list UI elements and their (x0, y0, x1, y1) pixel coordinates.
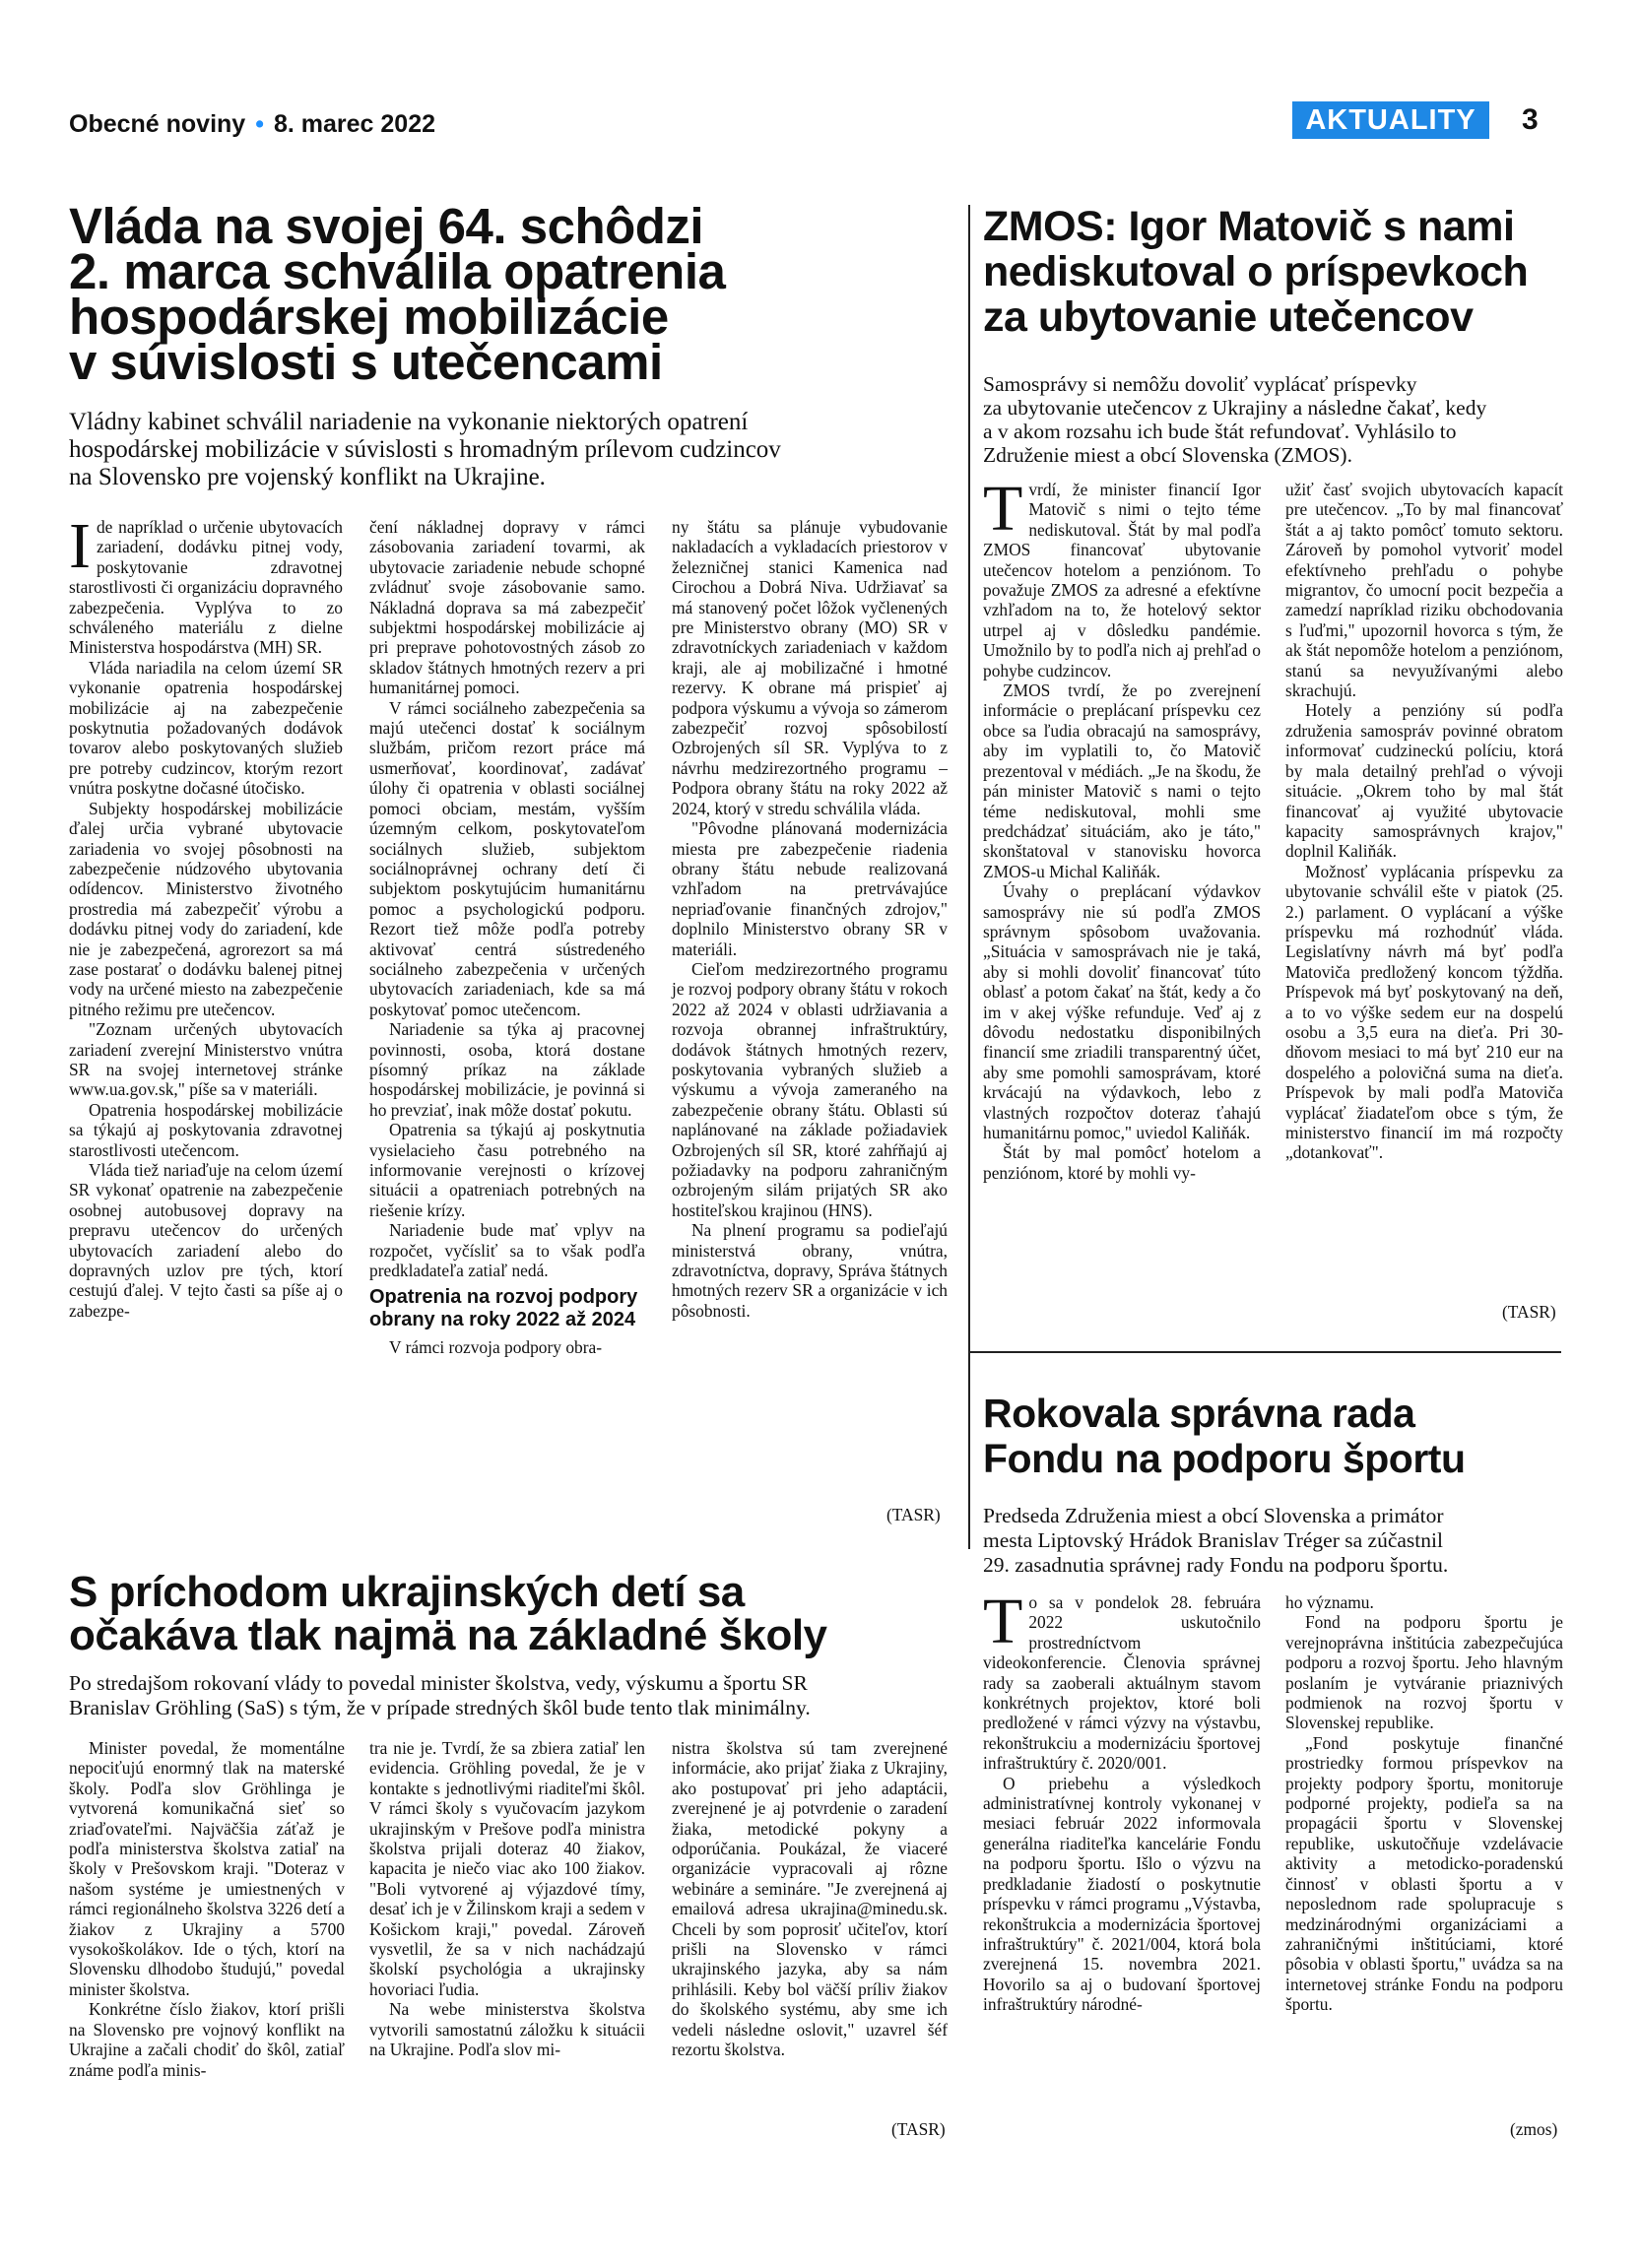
article2-lead: Samosprávy si nemôžu dovoliť vyplácať príspevky za ubytovanie utečencov z Ukrajiny a následne čakať, kedy a v akom rozsahu ich bude štát refundovať. Vyhlásilo to Združenie miest a obcí Slovenska (ZMOS). (983, 372, 1487, 467)
article2-headline: ZMOS: Igor Matovič s nami nediskutoval o príspevkoch za ubytovanie utečencov (983, 203, 1529, 341)
article1-lead: Vládny kabinet schválil nariadenie na vykonanie niektorých opatrení hospodárskej mobilizácie v súvislosti s hromadným prílevom cudzincov na Slovensko pre vojenský konflikt na Ukrajine. (69, 409, 781, 490)
article2-column-1: Tvrdí, že minister financií Igor Matovič s nimi o tejto téme nediskutoval. Štát by mal podľa ZMOS financovať ubytovanie utečencov hotelom a penziónom. To považuje ZMOS za adresné a efektívne vzhľadom na to, že hotelový sektor utrpel aj v dôsledku pandémie. Umožnilo by to podľa nich aj prehľad o pohybe cudzincov. ZMOS tvrdí, že po zverejnení informácie o preplácaní príspevku cez obce sa ľudia obracajú na samosprávy, aby im vyplatili to, čo Matovič prezentoval v médiách. „Je na škodu, že pán minister Matovič s nami o tejto téme nediskutoval, mohli sme predchádzať situáciám, ako je táto," skonštatoval v stanovisku hovorca ZMOS-u Michal Kaliňák. Úvahy o preplácaní výdavkov samosprávy nie sú podľa ZMOS správnym spôsobom uvažovania. „Situácia v samosprávach nie je taká, aby si mohli dovoliť financovať túto oblasť a potom čakať na štát, kedy a čo im v akej výške refunduje. Veď aj z dôvodu nedostatku disponibilných financií sme zriadili transparentný účet, aby sme pomohli samosprávam, ktoré krvácajú na výdavkoch, lebo z vlastných rozpočtov doteraz ťahajú humanitárnu pomoc," uviedol Kaliňák. Štát by mal pomôcť hotelom a penziónom, ktoré by mohli vy- (983, 473, 1261, 1183)
article3-column-2: tra nie je. Tvrdí, že sa zbiera zatiaľ len evidencia. Gröhling povedal, že je v kontakte s jednotlivými riaditeľmi škôl. V rámci školy s vyučovacím jazykom ukrajinským v Prešove podľa ministra školstva prijali doteraz 40 žiakov, kapacita je niečo viac ako 100 žiakov. "Boli vytvorené aj výjazdové tímy, desať ich je v Žilinskom kraji a sedem v Košickom kraji," povedal. Zároveň vysvetlil, že sa v nich nachádzajú školskí psychológia a ukrajinsky hovoriaci ľudia. Na webe ministerstva školstva vytvorili samostatnú záložku k situácii na Ukrajine. Podľa slov mi- (369, 1738, 645, 2060)
section-divider (968, 1351, 1561, 1353)
article1-column-1: Ide napríklad o určenie ubytovacích zariadení, dodávku pitnej vody, poskytovanie zdravotnej starostlivosti či organizáciu dopravného zabezpečenia. Vyplýva to zo schváleného materiálu z dielne Ministerstva hospodárstva (MH) SR. Vláda nariadila na celom území SR vykonanie opatrenia hospodárskej mobilizácie aj na zabezpečenie poskytnutia požadovaných dodávok tovarov alebo poskytovaných služieb pre potreby cudzincov, ktorým rezort vnútra poskytne dočasné útočisko. Subjekty hospodárskej mobilizácie ďalej určia vybrané ubytovacie zariadenia vo svojej pôsobnosti na zabezpečenie núdzového ubytovania odídencov. Ministerstvo životného prostredia má zabezpečiť výrobu a dodávku pitnej vody do zariadení, kde nie je zabezpečená, agrorezort sa má zase postarať o dodávku balenej pitnej vody na určené miesto na zabezpečenie pitného režimu pre utečencov. "Zoznam určených ubytovacích zariadení zverejní Ministerstvo vnútra SR na svojej internetovej stránke www.ua.gov.sk," píše sa v materiáli. Opatrenia hospodárskej mobilizácie sa týkajú aj poskytovania zdravotnej starostlivosti utečencom. Vláda tiež nariaďuje na celom území SR vykonať opatrenie na zabezpečenie osobnej autobusovej dopravy na prepravu utečencov do určených ubytovacích zariadení alebo do dopravných uzlov pre tých, ktorí cestujú ďalej. V tejto časti sa píše aj o zabezpe- (69, 510, 343, 1321)
article4-lead: Predseda Združenia miest a obcí Slovenska a primátor mesta Liptovský Hrádok Branislav Tréger sa zúčastnil 29. zasadnutia správnej rady Fondu na podporu športu. (983, 1504, 1449, 1577)
article3-column-1: Minister povedal, že momentálne nepociťujú enormný tlak na materské školy. Podľa slov Gröhlinga je vytvorená komunikačná sieť so zriaďovateľmi. Najväčšia záťaž je podľa ministerstva školstva zatiaľ na školy v Prešovskom kraji. "Doteraz v našom systéme je umiestnených v rámci regionálneho školstva 3226 detí a žiakov z Ukrajiny a 5700 vysokoškolákov. Ide o tých, ktorí na Slovensku dlhodobo študujú," povedal minister školstva. Konkrétne číslo žiakov, ktorí prišli na Slovensko pre vojnový konflikt na Ukrajine a začali chodiť do škôl, zatiaľ známe podľa minis- (69, 1738, 345, 2080)
article4-column-2: ho významu. Fond na podporu športu je verejnoprávna inštitúcia zabezpečujúca podporu a rozvoj športu. Jeho hlavným poslaním je vytváranie priaznivých podmienok na rozvoj športu v Slovenskej republike. „Fond poskytuje finančné prostriedky formou príspevkov na projekty podpory športu, monitoruje podporné projekty, podieľa sa na propagácii športu v Slovenskej republike, uskutočňuje vzdelávacie aktivity a metodicko-poradenskú činnosť v oblasti športu a v neposlednom rade spolupracuje s medzinárodnými organizáciami a zahraničnými inštitúciami, ktoré pôsobia v oblasti športu," uvádza sa na internetovej stránke Fondu na podporu športu. (1285, 1592, 1563, 2015)
page-number: 3 (1522, 103, 1539, 136)
article4-column-1: To sa v pondelok 28. februára 2022 uskutočnilo prostredníctvom videokonferencie. Členovia správnej rady sa zaoberali aktuálnym stavom konkrétnych projektov, ktoré boli predložené v rámci výzvy na výstavbu, rekonštrukciu a modernizáciu športovej infraštruktúry č. 2020/001. O priebehu a výsledkoch administratívnej kontroly vykonanej v mesiaci február 2022 informovala generálna riaditeľka kancelárie Fondu na podporu športu. Išlo o výzvu na predkladanie žiadostí o poskytnutie príspevku v rámci programu „Výstavba, rekonštrukcia a modernizácia športovej infraštruktúry" č. 2021/004, ktorá bola zverejnená 15. novembra 2021. Hovorilo sa aj o budovaní športovej infraštruktúry národné- (983, 1586, 1261, 2015)
article1-subhead: Opatrenia na rozvoj podpory obrany na roky 2022 až 2024 (369, 1286, 638, 1331)
drop-cap: I (69, 510, 91, 582)
article1-credit: (TASR) (886, 1505, 941, 1524)
article1-headline: Vláda na svojej 64. schôdzi 2. marca schválila opatrenia hospodárskej mobilizácie v súvislosti s utečencami (69, 198, 726, 390)
article2-credit: (TASR) (1502, 1302, 1556, 1322)
article2-column-2: užiť časť svojich ubytovacích kapacít pre utečencov. „To by mal financovať štát a aj takto pomôcť tomuto sektoru. Zároveň by pomohol vytvoriť model efektívneho prehľadu o pohybe migrantov, čo umocní pocit bezpečia a zamedzí napríklad riziku obchodovania s ľuďmi," upozornil hovorca s tým, že ak štát nepomôže hotelom a penziónom, stanú sa nevyužívanými alebo skrachujú. Hotely a penzióny sú podľa združenia samospráv povinné obratom informovať cudzineckú políciu, ktorá by mala detailný prehľad o vývoji situácie. „Okrem toho by mal štát financovať aj využité ubytovacie kapacity samosprávnych krajov," doplnil Kaliňák. Možnosť vyplácania príspevku za ubytovanie schválil ešte v piatok (25. 2.) parlament. O vyplácaní a výške príspevku má rozhodnúť vláda. Legislatívny návrh má byť podľa Matoviča predložený koncom týždňa. Príspevok má byť poskytovaný na deň, a to vo výške sedem eur na dospelú osobu a 3,5 eura na dieťa. Pri 30-dňovom mesiaci to má byť 210 eur na dospelého a polovičná suma na dieťa. Príspevok by mali podľa Matoviča vyplácať žiadateľom obce s tým, že ministerstvo financií im má rozpočty „dotankovať". (1285, 480, 1563, 1163)
article3-credit: (TASR) (891, 2119, 946, 2139)
masthead-line (69, 110, 435, 139)
drop-cap: T (983, 473, 1023, 545)
article3-lead: Po stredajšom rokovaní vlády to povedal minister školstva, vedy, výskumu a športu SR Branislav Gröhling (SaS) s tým, že v prípade stredných škôl bude tento tlak minimálny. (69, 1671, 811, 1719)
article3-headline: S príchodom ukrajinských detí sa očakáva tlak najmä na základné školy (69, 1568, 827, 1659)
issue-date: 8. marec 2022 (273, 110, 436, 138)
drop-cap: T (983, 1586, 1023, 1657)
article3-column-3: nistra školstva sú tam zverejnené informácie, ako prijať žiaka z Ukrajiny, ako postupovať pri jeho adaptácii, zverejnené je aj potvrdenie o zaradení žiaka, metodické pokyny a odporúčania. Poukázal, že viaceré organizácie vypracovali aj rôzne webináre a semináre. "Je zverejnená aj emailová adresa ukrajina@minedu.sk. Chceli by som poprosiť učiteľov, ktorí prišli na Slovensko v rámci ukrajinského jazyka, aby sa nám prihlásili. Keby bol väčší príliv žiakov do školského systému, aby sme ich vedeli následne oslovit," uzavrel šéf rezortu školstva. (672, 1738, 948, 2060)
article1-column-3: ny štátu sa plánuje vybudovanie nakladacích a vykladacích priestorov v železničnej stanici Kamenica nad Cirochou a Dobrá Niva. Udržiavať sa má stanovený počet lôžok vyčlenených pre Ministerstvo obrany (MO) SR v zdravotníckych zariadeniach v každom kraji, ale aj mobilizačné i hmotné rezervy. K obrane má prispieť aj podpora výskumu a vývoja so zámerom zabezpečiť rozvoj spôsobilostí Ozbrojených síl SR. Vyplýva to z návrhu medzirezortného programu – Podpora obrany štátu na roky 2022 až 2024, ktorý v stredu schválila vláda. "Pôvodne plánovaná modernizácia miesta pre zabezpečenie riadenia obrany štátu nebude realizovaná vzhľadom na pretrvávajúce nepriaďovanie finančných zdrojov," doplnilo Ministerstvo obrany SR v materiáli. Cieľom medzirezortného programu je rozvoj podpory obrany štátu v rokoch 2022 až 2024 v oblasti udržiavania a rozvoja obrannej infraštruktúry, dodávok štátnych hmotných rezerv, poskytovania vybraných služieb a výskumu a vývoja zameraného na zabezpečenie obrany štátu. Oblasti sú naplánované na základe požiadaviek Ozbrojených síl SR, ktoré zahŕňajú aj požiadavky na podporu zahraničným ozbrojeným silám prijatých SR ako hostiteľskou krajinou (HNS). Na plnení programu sa podieľajú ministerstvá obrany, vnútra, zdravotníctva, dopravy, Správa štátnych hmotných rezerv SR a organizácie v ich pôsobnosti. (672, 517, 948, 1321)
article1-column-2: čení nákladnej dopravy v rámci zásobovania zariadení tovarmi, ak ubytovacie zariadenie nebude schopné zvládnuť svoje zásobovanie samo. Nákladná doprava sa má zabezpečiť subjektmi hospodárskej mobilizácie aj pri preprave pohotovostných zásob zo skladov štátnych hmotných rezerv a pri humanitárnej pomoci. V rámci sociálneho zabezpečenia sa majú utečenci dostať k sociálnym službám, pričom rezort práce má usmerňovať, koordinovať, zadávať úlohy či opatrenia v oblasti sociálnej pomoci obciam, mestám, vyšším územným celkom, poskytovateľom sociálnych služieb, subjektom sociálnoprávnej ochrany detí či subjektom poskytujúcim humanitárnu pomoc a psychologickú podporu. Rezort tiež môže podľa potreby aktivovať centrá sústredeného sociálneho zabezpečenia v určených ubytovacích zariadeniach, kde sa má poskytovať pomoc utečencom. Nariadenie sa týka aj pracovnej povinnosti, osoba, ktorá dostane písomný príkaz na základe hospodárskej mobilizácie, je povinná si ho prevziať, inak môže dostať pokutu. Opatrenia sa týkajú aj poskytnutia vysielacieho času potrebného na informovanie verejnosti o krízovej situácii a opatreniach potrebných na riešenie krízy. Nariadenie bude mať vplyv na rozpočet, vyčísliť sa to však podľa predkladateľa zatiaľ nedá. Opatrenia na rozvoj podpory obrany na roky 2022 až 2024 V rámci rozvoja podpory obra- (369, 517, 645, 1358)
separator-dot-icon: • (255, 110, 264, 138)
column-divider (968, 205, 970, 1549)
article4-credit: (zmos) (1510, 2119, 1558, 2139)
paper-name: Obecné noviny (69, 110, 246, 138)
article4-headline: Rokovala správna rada Fondu na podporu športu (983, 1391, 1466, 1481)
section-tag: AKTUALITY (1292, 101, 1489, 139)
